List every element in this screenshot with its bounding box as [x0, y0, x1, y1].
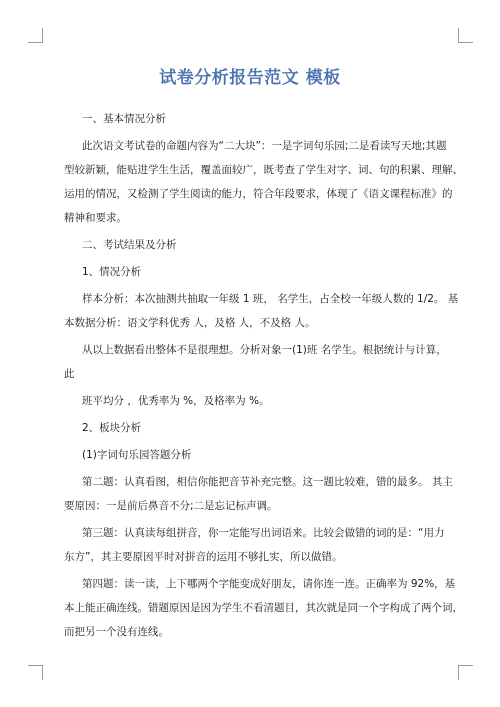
crop-mark-bottom-left	[28, 665, 43, 680]
crop-mark-bottom-right	[458, 665, 473, 680]
paragraph-question-two: 第二题：认真看图，相信你能把音节补充完整。这一题比较难，错的最多。 其主 要原因：一是前后鼻音不分;二是忘记标声调。	[64, 476, 453, 512]
document-body	[64, 107, 463, 647]
paragraph-question-three: 第三题：认真读每组拼音，你一定能写出词语来。比较会做错的词的是：“用力 东方”，其主要原因平时对拼音的运用不够扎实，所以做错。	[64, 527, 445, 563]
section-heading-basic: 一、基本情况分析	[82, 113, 166, 125]
subheading-section-analysis: 2、板块分析	[82, 422, 142, 434]
crop-mark-top-right	[458, 28, 473, 43]
subheading-word-garden: (1)字词句乐园答题分析	[82, 449, 192, 461]
paragraph-class-average: 班平均分 ，优秀率为 %，及格率为 %。	[82, 395, 270, 407]
paragraph-data-observation: 从以上数据看出整体不是很理想。分析对象一(1)班 名学生。根据统计与计算， 此	[64, 344, 447, 380]
paragraph-exam-content: 此次语文考试卷的命题内容为“二大块”：一是字词句乐园;二是看读写天地;其题 型较新颖，能贴进学生生活，覆盖面较广，既考查了学生对字、词、句的积累、理解、 运用的情况，又检测了学生阅读的能力，符合年段要求，体现了《语文课程标准》的 精神和要求。	[64, 140, 463, 224]
paragraph-sample-analysis: 样本分析：本次抽测共抽取一年级 1 班， 名学生，占全校一年级人数的 1/2。 基 本数据分析：语文学科优秀 人，及格 人，不及格 人。	[64, 293, 459, 329]
paragraph-question-four: 第四题：读一读，上下哪两个字能变成好朋友，请你连一连。正确率为 92%，基 本上能正确连线。错题原因是因为学生不看清题目，其次就是同一个字构成了两个词， 而把另一个没有连线。	[64, 578, 463, 638]
subheading-situation: 1、情况分析	[82, 266, 142, 278]
document-title: 试卷分析报告范文 模板	[159, 68, 341, 88]
section-heading-results: 二、考试结果及分析	[82, 239, 177, 251]
crop-mark-top-left	[28, 28, 43, 43]
